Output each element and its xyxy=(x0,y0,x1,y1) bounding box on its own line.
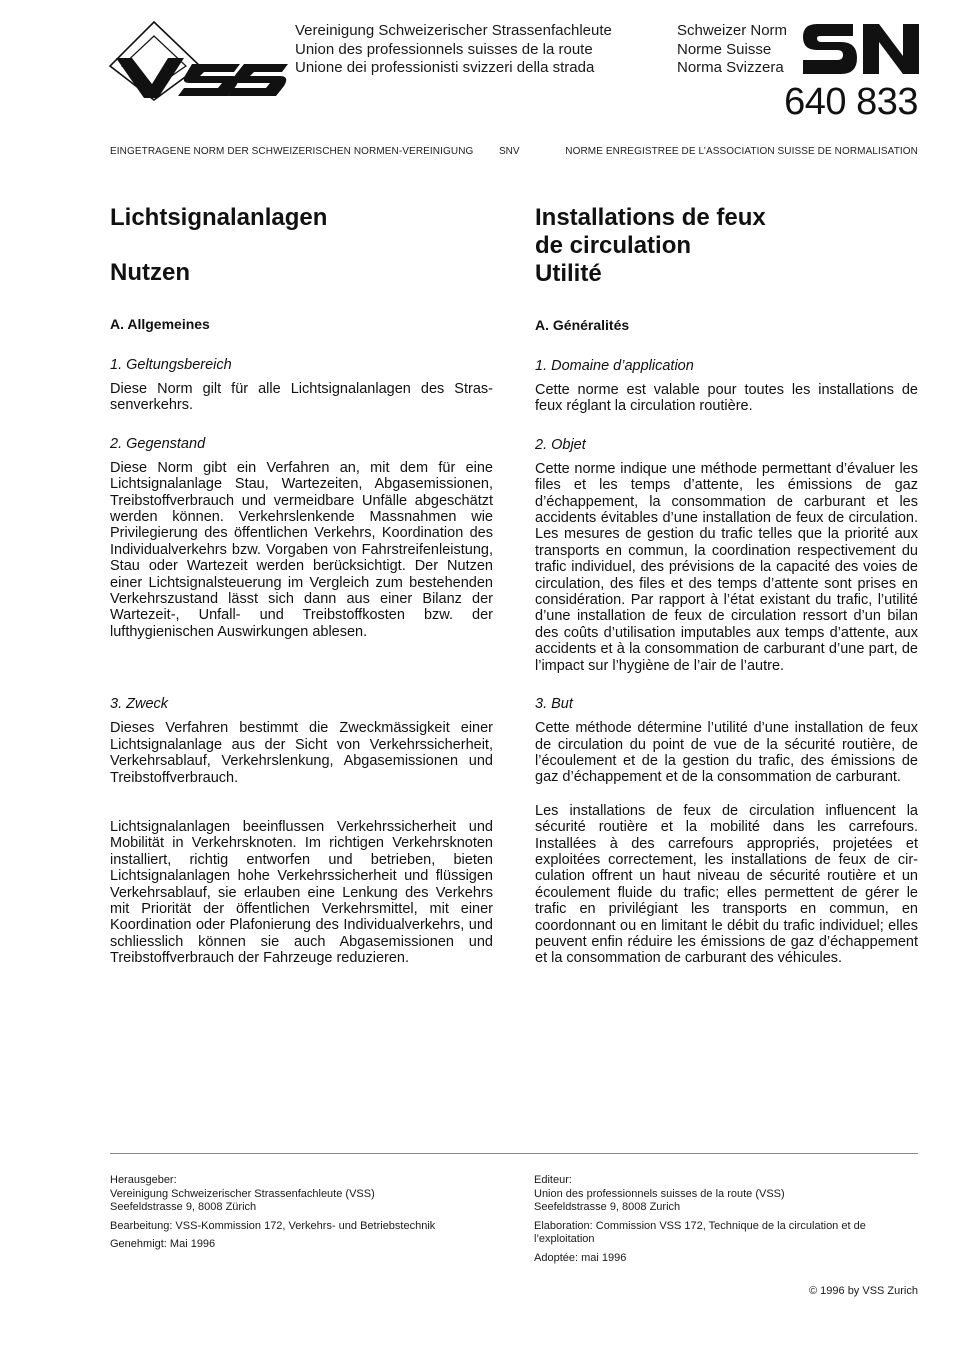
paragraph-subject-de: Diese Norm gibt ein Verfahren an, mit dem für eine Lichtsignalanlage Stau, Wartezeiten, Abgasemissionen, Treibstoffverbrauch und vermeidbare Unfälle abgeschätzt werden können. Verkehrslenkende Massnahmen wie Privilegierung des öffentlichen Verkehrs, Koordination des Individualverkehrs bzw. Vorgaben von Fahrstreifenleistung, Stau oder Wartezeit werden berücksichtigt. Der Nutzen einer Lichtsignalsteuerung im Vergleich zum bestehenden Verkehrszustand lässt sich dann aus einer Bilanz der Wartezeit-, Unfall- und Treibstoffkosten bzw. der lufthygienischen Auswirkungen ablesen. xyxy=(110,459,493,640)
registration-note-de: EINGETRAGENE NORM DER SCHWEIZERISCHEN NORMEN-VEREINIGUNG xyxy=(110,146,474,157)
publisher-name-fr: Union des professionnels suisses de la route (VSS) xyxy=(534,1187,785,1200)
french-column xyxy=(535,204,918,967)
section-heading-a-de: A. Allgemeines xyxy=(110,316,210,332)
subtitle-de: Nutzen xyxy=(110,259,190,286)
copyright-notice: © 1996 by VSS Zurich xyxy=(809,1285,918,1297)
registration-snv: SNV xyxy=(499,146,520,157)
norm-type-de: Schweizer Norm xyxy=(677,22,788,39)
footer-fr xyxy=(534,1174,918,1265)
publisher-label-fr: Editeur: xyxy=(534,1174,572,1186)
paragraph-purpose-2-de: Lichtsignalanlagen beeinflussen Verkehrssicherheit und Mobilität in Verkehrsknoten. Im richtigen Verkehrsknoten installiert, richtig entworfen und betrieben, bieten Lichtsignalanlagen hohe Verkehrssicherheit und flüssigen Verkehrsablauf, sie erlauben eine Lenkung des Verkehrs mit Priorität der öffentlichen Verkehrsmittel, mit einer Koordination oder Plafonierung des Individualverkehrs, und schliesslich können sie auch Abgasemissionen und Treibstoffverbrauch der Fahrzeuge reduzieren. xyxy=(110,818,493,967)
organisation-name-fr: Union des professionnels suisses de la route xyxy=(295,40,593,58)
publisher-address-de: Seefeldstrasse 9, 8008 Zürich xyxy=(110,1201,257,1213)
editing-fr-line1: Elaboration: Commission VSS 172, Technique de la circulation et de xyxy=(534,1219,866,1232)
editing-fr-line2: l’exploitation xyxy=(534,1233,595,1245)
section-heading-a-fr: A. Généralités xyxy=(535,317,630,333)
norm-type-labels xyxy=(677,22,787,78)
organisation-name-it: Unione dei professionisti svizzeri della strada xyxy=(295,59,595,76)
heading-scope-fr: 1. Domaine d’application xyxy=(535,358,694,374)
approved-de: Genehmigt: Mai 1996 xyxy=(110,1238,216,1250)
paragraph-subject-fr: Cette norme indique une méthode permettant d’évaluer les files et les temps d’attente, les émissions de gaz d’échappement, la consommation de carburant et les accidents évitables d’une installation de feux de circulation. Les mesures de gestion du trafic telles que la priorité aux transports en commun, la coordination respectivement du trafic individuel, des prévisions de la capacité des voies de circulation, des files et des temps d’attente sont prises en considération. Par rapport à l’état existant du trafic, l’utilité d’une installation de feux de circulation ressort d’un bilan des coûts d’utilisation imputables aux temps d’attente, aux accidents et à la consommation de carburant d’une part, de l’impact sur l’hygiène de l’air de l’autre. xyxy=(535,460,918,674)
heading-subject-fr: 2. Objet xyxy=(535,436,586,453)
title-fr xyxy=(535,204,918,260)
heading-purpose-de: 3. Zweck xyxy=(110,696,169,713)
german-column xyxy=(110,204,493,967)
approved-fr: Adoptée: mai 1996 xyxy=(534,1251,627,1264)
paragraph-scope-fr: Cette norme est valable pour toutes les installations de feux réglant la circulation routière. xyxy=(535,382,918,415)
organisation-name-de: Vereinigung Schweizerischer Strassenfachleute xyxy=(295,22,612,39)
vss-logo xyxy=(108,20,288,102)
title-fr-line2: de circulation xyxy=(535,232,692,259)
paragraph-purpose-fr: Cette méthode détermine l’utilité d’une installation de feux de circulation du point de vue de la sécurité routière, de l’écoulement et de la gestion du trafic, des émissions de gaz d’échappement et de la consommation de carburant. xyxy=(535,720,918,786)
publisher-address-fr: Seefeldstrasse 9, 8008 Zurich xyxy=(534,1201,681,1213)
paragraph-purpose-de: Dieses Verfahren bestimmt die Zweckmässigkeit einer Lichtsignalanlage aus der Sicht von Verkehrssicherheit, Verkehrsablauf, Verkehrslenkung, Abgasemissionen und Treibstoffverbrauch. xyxy=(110,720,493,786)
organisation-names xyxy=(295,22,612,78)
editing-de: Bearbeitung: VSS-Kommission 172, Verkehrs- und Betriebstechnik xyxy=(110,1219,436,1232)
subtitle-fr: Utilité xyxy=(535,260,602,287)
norm-type-it: Norma Svizzera xyxy=(677,59,784,76)
heading-subject-de: 2. Gegenstand xyxy=(110,435,206,452)
footer-de xyxy=(110,1174,490,1252)
publisher-name-de: Vereinigung Schweizerischer Strassenfachleute (VSS) xyxy=(110,1187,375,1200)
sn-standard-mark xyxy=(803,24,919,74)
heading-purpose-fr: 3. But xyxy=(535,696,573,713)
title-fr-line1: Installations de feux xyxy=(535,204,766,231)
paragraph-scope-de: Diese Norm gilt für alle Lichtsignalanlagen des Strassenverkehrs. xyxy=(110,381,493,414)
publisher-label-de: Herausgeber: xyxy=(110,1174,177,1186)
footer-divider xyxy=(110,1153,918,1154)
norm-number: 640 833 xyxy=(784,81,918,123)
title-de: Lichtsignalanlagen xyxy=(110,204,328,231)
paragraph-purpose-2-fr: Les installations de feux de circulation influencent la sécurité routière et la mobilité dans les carrefours. Installées à des carrefours appropriés, projetées et exploitées correctement, les installations de feux de circulation offrent un haut niveau de sécurité routière et un écoulement fluide du trafic; elles permettent de gérer le trafic en privilégiant les transports en commun, en coordonnant ou en limitant le débit du trafic individuel; elles peuvent enfin réduire les émissions de gaz d’échappement et la consommation de carburant des véhicules. xyxy=(535,802,918,967)
registration-note-fr: NORME ENREGISTREE DE L’ASSOCIATION SUISSE DE NORMALISATION xyxy=(565,146,918,157)
heading-scope-de: 1. Geltungsbereich xyxy=(110,357,232,373)
vss-logo-letters xyxy=(116,58,288,98)
norm-type-fr: Norme Suisse xyxy=(677,40,772,58)
